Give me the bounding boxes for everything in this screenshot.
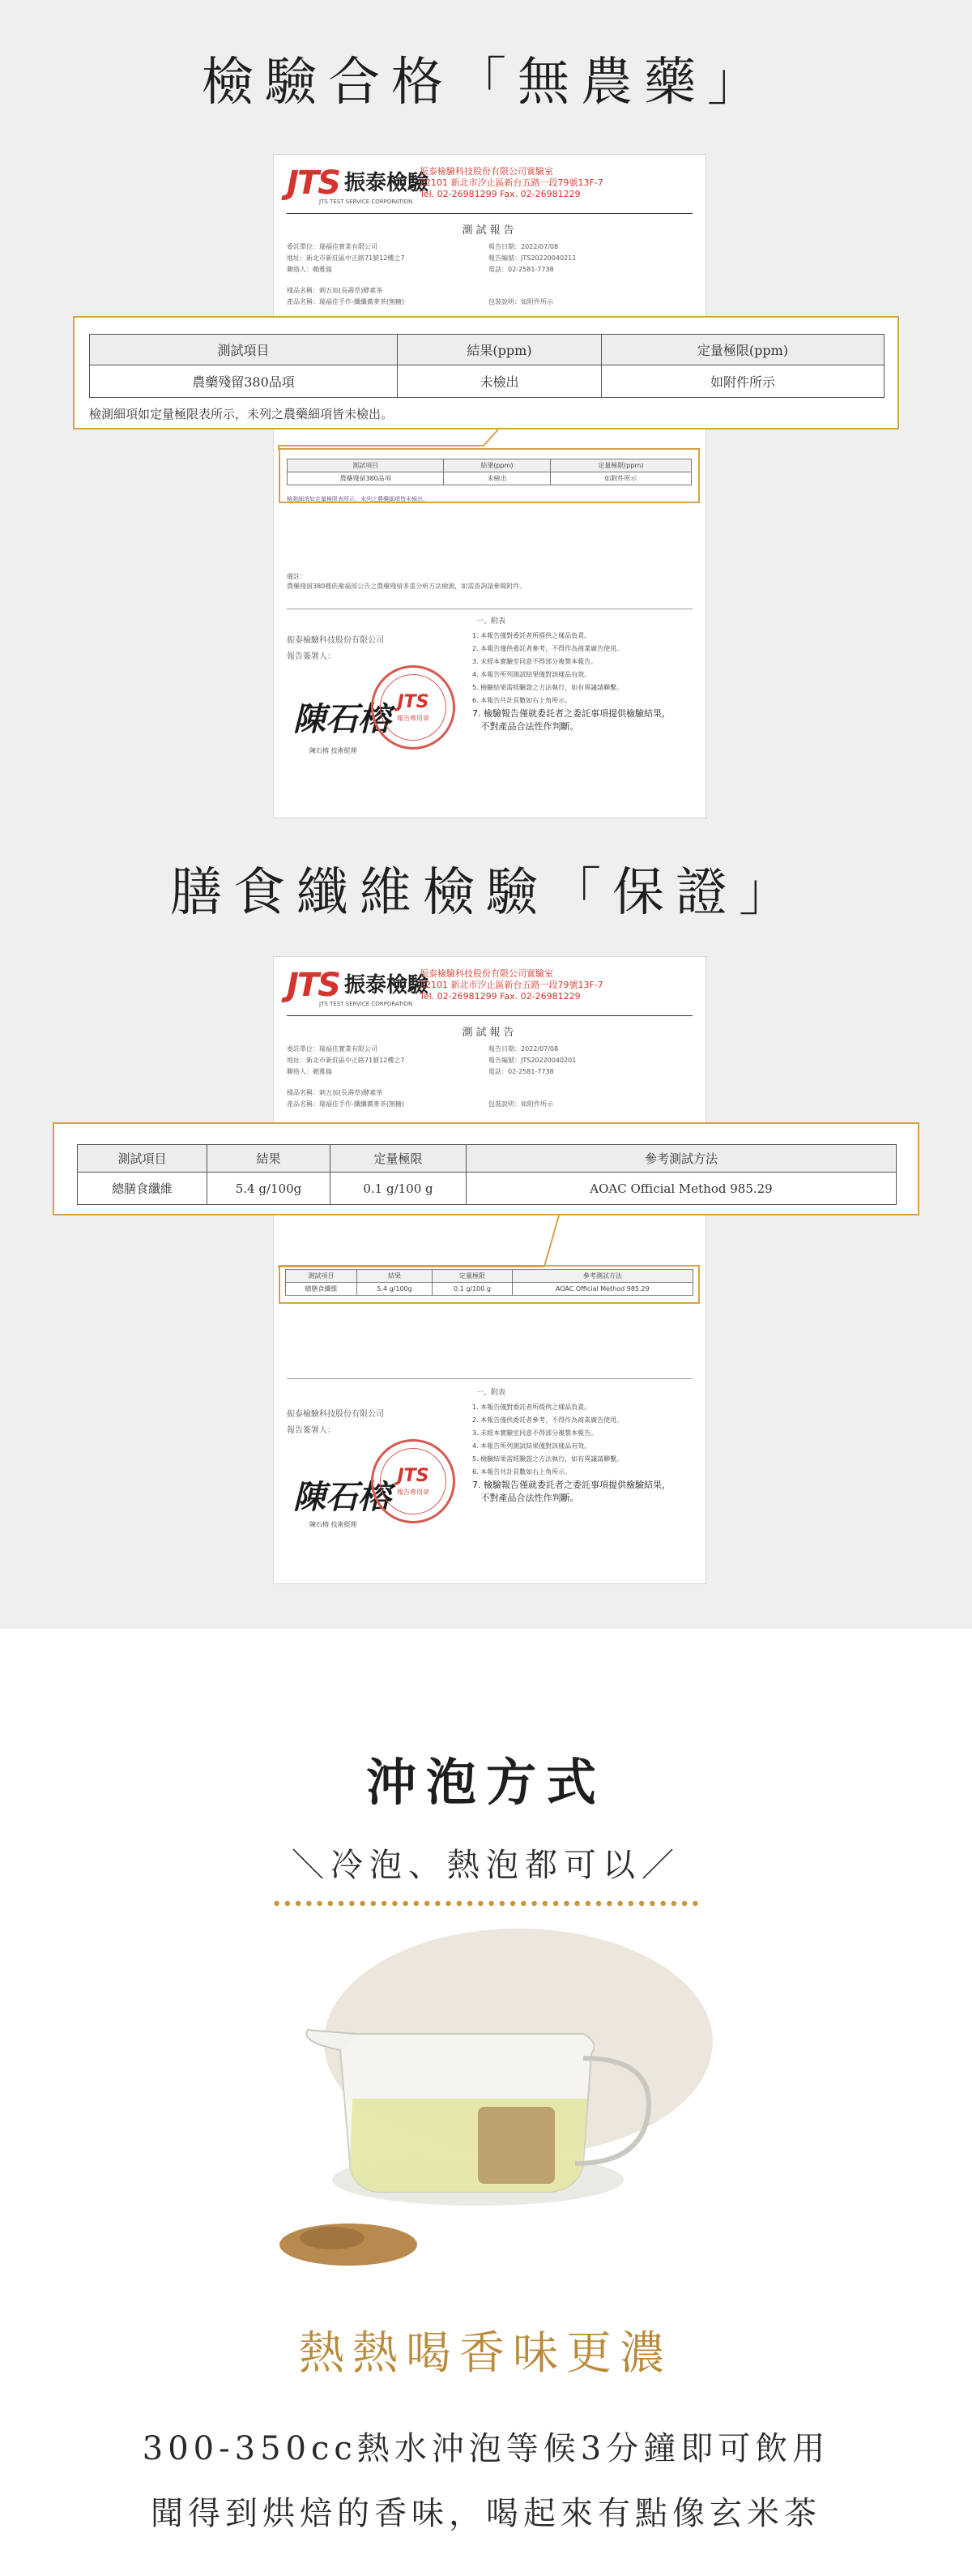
small-table-note: 檢測細項如定量極限表所示，未列之農藥細項皆未檢出。	[287, 496, 428, 502]
cell-result: 5.4 g/100g	[207, 1173, 330, 1205]
signature: 陳石榕	[293, 1478, 390, 1516]
small-header-limit: 定量極限	[433, 1270, 512, 1283]
fiber-results-callout	[53, 1122, 919, 1215]
signer-company: 振泰檢驗科技股份有限公司	[287, 1410, 384, 1419]
report-title: 測試報告	[462, 224, 518, 237]
small-header-result: 結果(ppm)	[444, 459, 551, 472]
header-result: 結果	[207, 1145, 330, 1173]
note-item: 1. 本報告僅對委託者所提供之樣品負責。	[472, 1403, 591, 1411]
seal-label: 報告專用章	[397, 715, 429, 722]
lab-contact	[420, 166, 603, 200]
note-item: 3. 未經本實驗室同意不得部分複製本報告。	[472, 1429, 598, 1437]
dotted-divider	[271, 1900, 701, 1907]
jts-logo	[287, 164, 428, 202]
small-header-item: 測試項目	[288, 459, 444, 472]
tea-bag	[478, 2107, 555, 2184]
note-item: 5. 檢驗結果需經驗證之方法執行，如有異議請聯繫。	[472, 684, 624, 691]
seal-label: 報告專用章	[397, 1489, 429, 1496]
lab-contact	[420, 968, 603, 1002]
lab-phone: Tel. 02-26981299 Fax. 02-26981229	[420, 991, 581, 1002]
header-divider	[287, 1015, 693, 1016]
cell-test-item: 農藥殘留380品項	[90, 365, 398, 398]
small-cell-item: 農藥殘留380品項	[288, 472, 444, 485]
pesticide-test-report	[273, 154, 706, 818]
meta-sample: 樣品名稱：刺五加(長壽草)酵素茶	[287, 287, 383, 294]
lab-address: 22101 新北市汐止區新台五路一段79號13F-7	[420, 177, 603, 188]
pesticide-note: 檢測細項如定量極限表所示，未列之農藥細項皆未檢出。	[89, 407, 394, 421]
meta-date: 報告日期：2022/07/08	[488, 243, 559, 250]
note-item: 6. 本報告共計頁數如右上角所示。	[472, 697, 572, 704]
note-item: 1. 本報告僅對委託者所提供之樣品負責。	[472, 632, 591, 639]
lab-name: 振泰檢驗科技股份有限公司實驗室	[420, 968, 553, 979]
report-remark: 備註： 農藥殘留380種依衛福部公告之農藥殘留多重分析方法檢測，如需查詢請參閱附件。	[287, 573, 526, 590]
lab-phone: Tel. 02-26981299 Fax. 02-26981229	[420, 189, 581, 199]
fiber-results-table	[77, 1144, 897, 1205]
meta-client: 委託單位：瑞福佳實業有限公司	[287, 1045, 377, 1053]
jts-logo	[287, 967, 428, 1004]
small-header-method: 參考測試方法	[512, 1270, 693, 1283]
jts-logo-mark: JTS	[287, 164, 339, 202]
cell-method: AOAC Official Method 985.29	[467, 1173, 897, 1205]
fiber-section-title: 膳食纖維檢驗「保證」	[170, 863, 802, 923]
small-results-table	[287, 459, 692, 485]
note-item: 不對產品合法性作判斷。	[472, 721, 579, 732]
brewing-subtitle: ＼冷泡、熱泡都可以／	[292, 1847, 680, 1884]
note-item: 5. 檢驗結果需經驗證之方法執行，如有異議請聯繫。	[472, 1455, 624, 1463]
meta-report-no: 報告編號：JTS20220040201	[488, 1057, 577, 1064]
note-item: 3. 未經本實驗室同意不得部分複製本報告。	[472, 658, 598, 665]
note-item: 7. 檢驗報告僅就委託者之委託事項提供檢驗結果，	[472, 1480, 671, 1490]
signature-sub: 陳石榕 技術經理	[309, 1521, 357, 1528]
flavor-description: 聞得到烘焙的香味，喝起來有點像玄米茶	[151, 2495, 821, 2532]
tea-pitcher-image	[275, 1920, 713, 2285]
buckwheat-grains-shade	[300, 2227, 364, 2249]
small-cell-method: AOAC Official Method 985.29	[512, 1283, 693, 1296]
seal-mark: JTS	[397, 692, 429, 712]
meta-contact: 聯絡人：賴雅倫	[287, 1068, 332, 1075]
small-results-table	[285, 1269, 693, 1296]
remark-divider	[287, 1378, 693, 1379]
jts-logo-sub: JTS TEST SERVICE CORPORATION	[319, 1001, 413, 1007]
small-cell-limit: 如附件所示	[550, 472, 691, 485]
meta-product: 產品名稱：瑞福佳手作-纖纖蕎麥茶(無糖)	[287, 1100, 405, 1108]
flavor-tagline: 熱熱喝香味更濃	[299, 2327, 673, 2380]
notes-list	[472, 630, 671, 733]
small-header-result: 結果	[356, 1270, 433, 1283]
jts-logo-mark: JTS	[287, 967, 339, 1004]
meta-packaging: 包裝說明：如附件所示	[488, 298, 553, 305]
header-limit: 定量極限(ppm)	[602, 335, 885, 365]
lab-address: 22101 新北市汐止區新台五路一段79號13F-7	[420, 980, 603, 990]
header-method: 參考測試方法	[467, 1145, 897, 1173]
small-cell-limit: 0.1 g/100 g	[433, 1283, 512, 1296]
cell-test-item: 總膳食纖維	[78, 1173, 207, 1205]
notes-heading: 一、附表	[476, 617, 506, 626]
lab-seal	[371, 665, 455, 750]
note-item: 4. 本報告所列測試結果僅對該樣品有效。	[472, 671, 591, 678]
brewing-instruction: 300-350cc熱水沖泡等候3分鐘即可飲用	[142, 2430, 830, 2467]
small-header-limit: 定量極限(ppm)	[550, 459, 691, 472]
meta-product: 產品名稱：瑞福佳手作-纖纖蕎麥茶(無糖)	[287, 298, 405, 305]
meta-client: 委託單位：瑞福佳實業有限公司	[287, 243, 377, 250]
header-limit: 定量極限	[330, 1145, 467, 1173]
signer-label: 報告簽署人：	[287, 652, 335, 661]
meta-report-no: 報告編號：JTS20220040211	[488, 254, 577, 262]
meta-address: 地址：新北市新莊區中正路71號12樓之7	[287, 254, 405, 262]
seal-mark: JTS	[397, 1466, 429, 1486]
pesticide-results-table	[89, 334, 885, 398]
report-title: 測試報告	[462, 1027, 518, 1039]
fiber-test-report	[273, 956, 706, 1584]
note-item: 4. 本報告所列測試結果僅對該樣品有效。	[472, 1442, 591, 1450]
meta-packaging: 包裝說明：如附件所示	[488, 1100, 553, 1108]
note-item: 2. 本報告僅供委託者參考，不得作為商業廣告使用。	[472, 645, 624, 652]
lab-seal	[371, 1439, 455, 1523]
meta-contact: 聯絡人：賴雅倫	[287, 266, 332, 273]
note-item: 7. 檢驗報告僅就委託者之委託事項提供檢驗結果，	[472, 708, 671, 719]
brewing-title: 沖泡方式	[365, 1753, 606, 1812]
pesticide-results-callout	[73, 316, 899, 429]
signer-label: 報告簽署人：	[287, 1426, 335, 1435]
note-item: 6. 本報告共計頁數如右上角所示。	[472, 1468, 572, 1476]
meta-phone: 電話：02-2581-7738	[488, 266, 554, 273]
cell-limit: 0.1 g/100 g	[330, 1173, 467, 1205]
meta-sample: 樣品名稱：刺五加(長壽草)酵素茶	[287, 1089, 383, 1096]
pesticide-section-title: 檢驗合格「無農藥」	[202, 53, 770, 113]
header-divider	[287, 213, 693, 214]
signer-company: 振泰檢驗科技股份有限公司	[287, 636, 384, 645]
meta-date: 報告日期：2022/07/08	[488, 1045, 559, 1053]
small-header-item: 測試項目	[286, 1270, 357, 1283]
note-item: 2. 本報告僅供委託者參考，不得作為商業廣告使用。	[472, 1416, 624, 1424]
cell-limit: 如附件所示	[602, 365, 885, 398]
header-result: 結果(ppm)	[398, 335, 602, 365]
meta-phone: 電話：02-2581-7738	[488, 1068, 554, 1075]
header-test-item: 測試項目	[78, 1145, 207, 1173]
notes-list	[472, 1401, 671, 1505]
small-cell-item: 總膳食纖維	[286, 1283, 357, 1296]
signature-sub: 陳石榕 技術經理	[309, 747, 357, 754]
lab-name: 振泰檢驗科技股份有限公司實驗室	[420, 166, 553, 177]
meta-address: 地址：新北市新莊區中正路71號12樓之7	[287, 1057, 405, 1064]
small-cell-result: 未檢出	[444, 472, 551, 485]
small-cell-result: 5.4 g/100g	[356, 1283, 433, 1296]
jts-logo-name: 振泰檢驗	[343, 973, 428, 998]
signature: 陳石榕	[293, 700, 390, 738]
jts-logo-sub: JTS TEST SERVICE CORPORATION	[319, 199, 413, 205]
notes-heading: 一、附表	[476, 1389, 506, 1397]
header-test-item: 測試項目	[90, 335, 398, 365]
note-item: 不對產品合法性作判斷。	[472, 1493, 579, 1503]
cell-result: 未檢出	[398, 365, 602, 398]
jts-logo-name: 振泰檢驗	[343, 171, 428, 195]
